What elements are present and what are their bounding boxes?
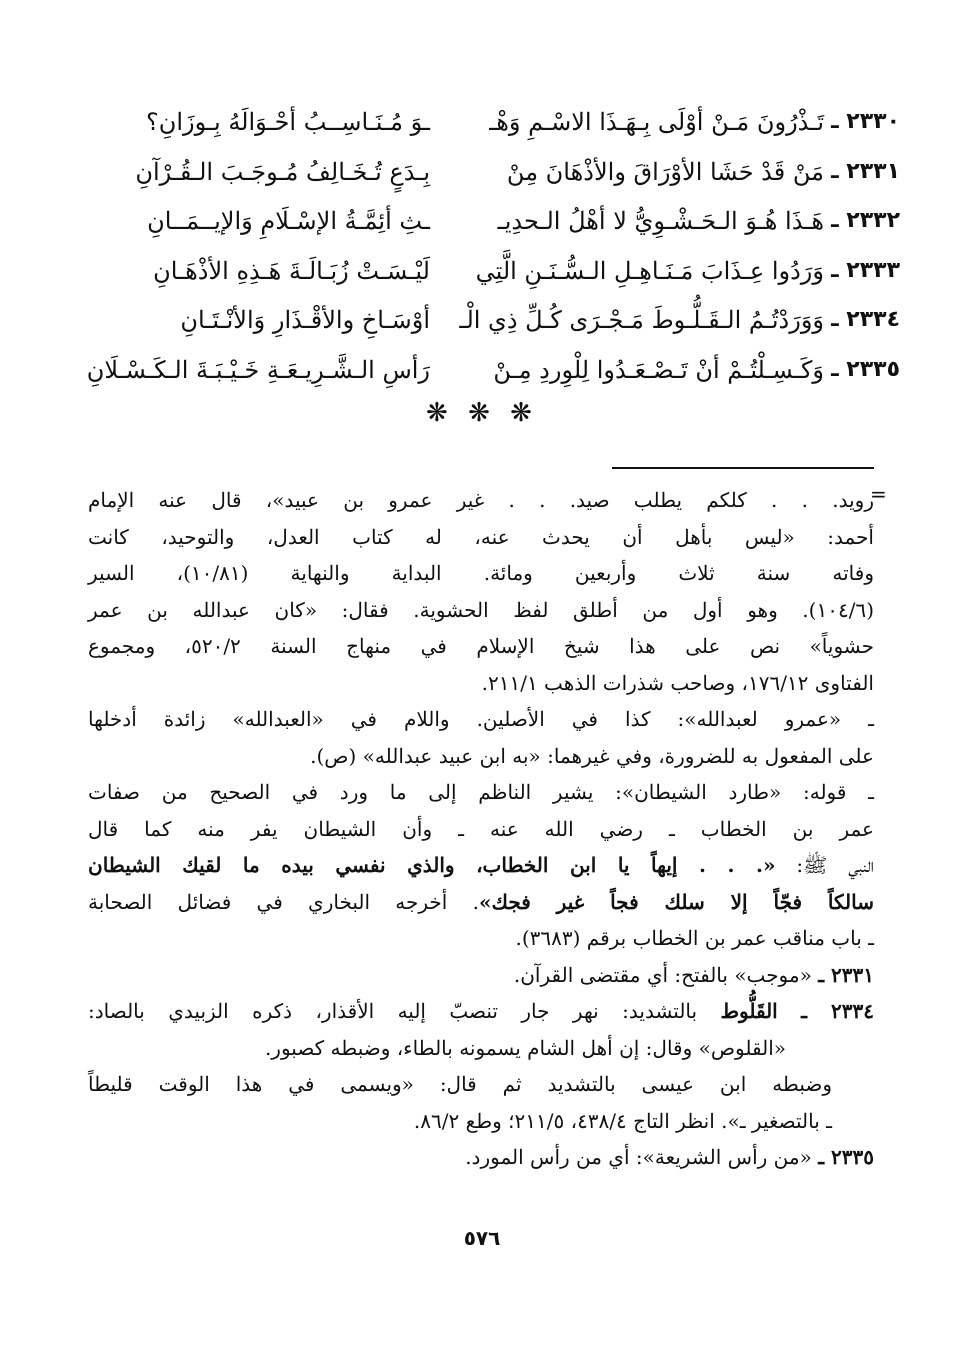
- footnote-text: «موجب» بالفتح: أي مقتضى القرآن.: [513, 962, 812, 987]
- section-separator-stars: ❋ ❋ ❋: [426, 398, 538, 428]
- verse-first-hemistich: وَوَرَدْتُـمُ الـقَـلُّـوطَ مَـجْـرَى كُـلِّ ذِي الْـ: [459, 306, 824, 334]
- footnote-line: ـ قوله: «طارد الشيطان»: يشير الناظم إلى ما ورد في الصحيح من صفات: [88, 780, 874, 804]
- verse-number: ٢٣٣٣ ـ: [831, 257, 900, 283]
- footnote-line: «القلوص» وقال: إن أهل الشام يسمونه بالطاء، وضبطه كصبور.: [264, 1035, 786, 1060]
- footnote-text: «من رأس الشريعة»: أي من رأس المورد.: [465, 1145, 812, 1169]
- headword: القَلُّوط: [720, 999, 778, 1023]
- verse-first-hemistich: هَـذَا هُـوَ الـحَـشْـوِيُّ لا أهْلُ الـحدِيـ: [497, 207, 824, 235]
- verse-first-hemistich: تَـذْرُونَ مَـنْ أوْلَى بِـهَـذَا الاسْـمِ وَهْـ: [489, 108, 824, 136]
- verse-second-hemistich: ـوَ مُـنَـاسِــبُ أحْـوَالَهُ بِـوزَانِ؟: [145, 108, 430, 136]
- verse-second-hemistich: رَأسِ الـشَّـرِيـعَـةِ خَـيْـبَـةَ الـكَـسْـلَانِ: [86, 355, 430, 384]
- footnote-number: ٢٣٣٤ ـ: [801, 999, 875, 1023]
- footnote-text: بالتشديد: نهر جار تنصبّ إليه الأقذار، ذكره الزبيدي بالصاد:: [88, 999, 721, 1023]
- footnote-line: على المفعول به للضرورة، وفي غيرهما: «به ابن عبيد عبدالله» (ص).: [310, 743, 874, 768]
- verse-first-hemistich: وَكَـسِـلْتُـمْ أنْ تَـصْـعَـدُوا لِلْوِردِ مِـنْ: [493, 355, 824, 384]
- verse-first-hemistich: مَنْ قَدْ حَشَا الأوْرَاقَ والأذْهَانَ مِنْ: [506, 157, 824, 186]
- footnote-line: ـ «عمرو لعبدالله»: كذا في الأصلين. واللام في «العبدالله» زائدة أدخلها: [88, 707, 874, 731]
- footnote-2334: [88, 993, 874, 1030]
- footnote-line: الفتاوى ١٧٦/١٢، وصاحب شذرات الذهب ٢١١/١.: [481, 670, 874, 695]
- continuation-mark: =: [870, 482, 887, 506]
- footnote-line: [88, 847, 874, 884]
- footnote-line: روید. . . كلكم يطلب صيد. . . غير عمرو بن عبيد»، قال عنه الإمام: [88, 488, 874, 512]
- footnote-number: ٢٣٣١ ـ: [818, 962, 874, 987]
- verse-number: ٢٣٣٥ ـ: [831, 356, 900, 382]
- verse-2332: [70, 199, 900, 249]
- verse-2331: [70, 150, 900, 200]
- footnote-line: ـ بالتصغير ـ». انظر التاج ٤٣٨/٤، ٢١١/٥؛ وطع ٨٦/٢.: [413, 1108, 832, 1133]
- verse-second-hemistich: ـثِ أئِمَّـةُ الإسْـلَامِ وَالإيــمَــانِ: [147, 207, 430, 235]
- poem-verses: [70, 100, 900, 397]
- footnote-line: أحمد: «ليس بأهل أن يحدث عنه، له كتاب العدل، والتوحيد، كانت: [88, 524, 874, 549]
- hadith-quote: «. . . إيهاً يا ابن الخطاب، والذي نفسي بيده ما لقيك الشيطان: [88, 853, 776, 877]
- verse-second-hemistich: لَيْـسَـتْ زُبَـالَـةَ هَـذِهِ الأذْهَـانِ: [153, 256, 430, 285]
- footnote-text: النبي ﷺ:: [775, 853, 874, 877]
- footnote-text: . أخرجه البخاري في فضائل الصحابة: [88, 889, 479, 914]
- verse-number: ٢٣٣٢ ـ: [831, 208, 900, 233]
- footnote-line: (١٠٤/٦). وهو أول من أطلق لفظ الحشوية. فقال: «كان عبدالله بن عمر: [88, 597, 874, 622]
- verse-2335: [70, 348, 900, 398]
- footnote-line: وضبطه ابن عيسى بالتشديد ثم قال: «ويسمى في هذا الوقت قليطاً: [88, 1072, 832, 1096]
- footnote-line: [88, 884, 874, 921]
- footnote-line: وفاته سنة ثلاث وأربعين ومائة. البداية والنهاية (١٠/٨١)، السير: [88, 561, 874, 585]
- verse-number: ٢٣٣١ ـ: [831, 158, 900, 184]
- footnote-line: عمر بن الخطاب ـ رضي الله عنه ـ وأن الشيطان يفر منه كما قال: [88, 816, 874, 841]
- footnote-divider: [612, 467, 874, 469]
- verse-number: ٢٣٣٤ ـ: [831, 307, 900, 332]
- verse-2333: [70, 249, 900, 299]
- verse-number: ٢٣٣٠ ـ: [831, 109, 900, 134]
- verse-second-hemistich: أوْسَـاخِ والأقْـذَارِ وَالأنْـتَـانِ: [180, 306, 430, 334]
- footnote-line: حشوياً» نص على هذا شيخ الإسلام في منهاج السنة ٥٢٠/٢، ومجموع: [88, 634, 874, 658]
- verse-2334: [70, 298, 900, 348]
- verse-first-hemistich: وَرَدُوا عِـذَابَ مَـنَـاهِـلِ الـسُّـنَـنِ الَّتِي: [475, 256, 824, 285]
- footnotes: [88, 482, 887, 1176]
- footnote-2331: [88, 957, 874, 994]
- footnote-2335: [88, 1139, 874, 1176]
- page-number: ٥٧٦: [463, 1226, 501, 1250]
- footnote-number: ٢٣٣٥ ـ: [818, 1145, 874, 1169]
- verse-2330: [70, 100, 900, 150]
- footnote-line: ـ باب مناقب عمر بن الخطاب برقم (٣٦٨٣).: [515, 926, 874, 950]
- verse-second-hemistich: بِـدَعٍ تُـخَـالِفُ مُـوجَـبَ الـقُـرْآنِ: [135, 157, 430, 186]
- hadith-quote: سالكاً فجّاً إلا سلك فجاً غير فجك»: [478, 889, 874, 914]
